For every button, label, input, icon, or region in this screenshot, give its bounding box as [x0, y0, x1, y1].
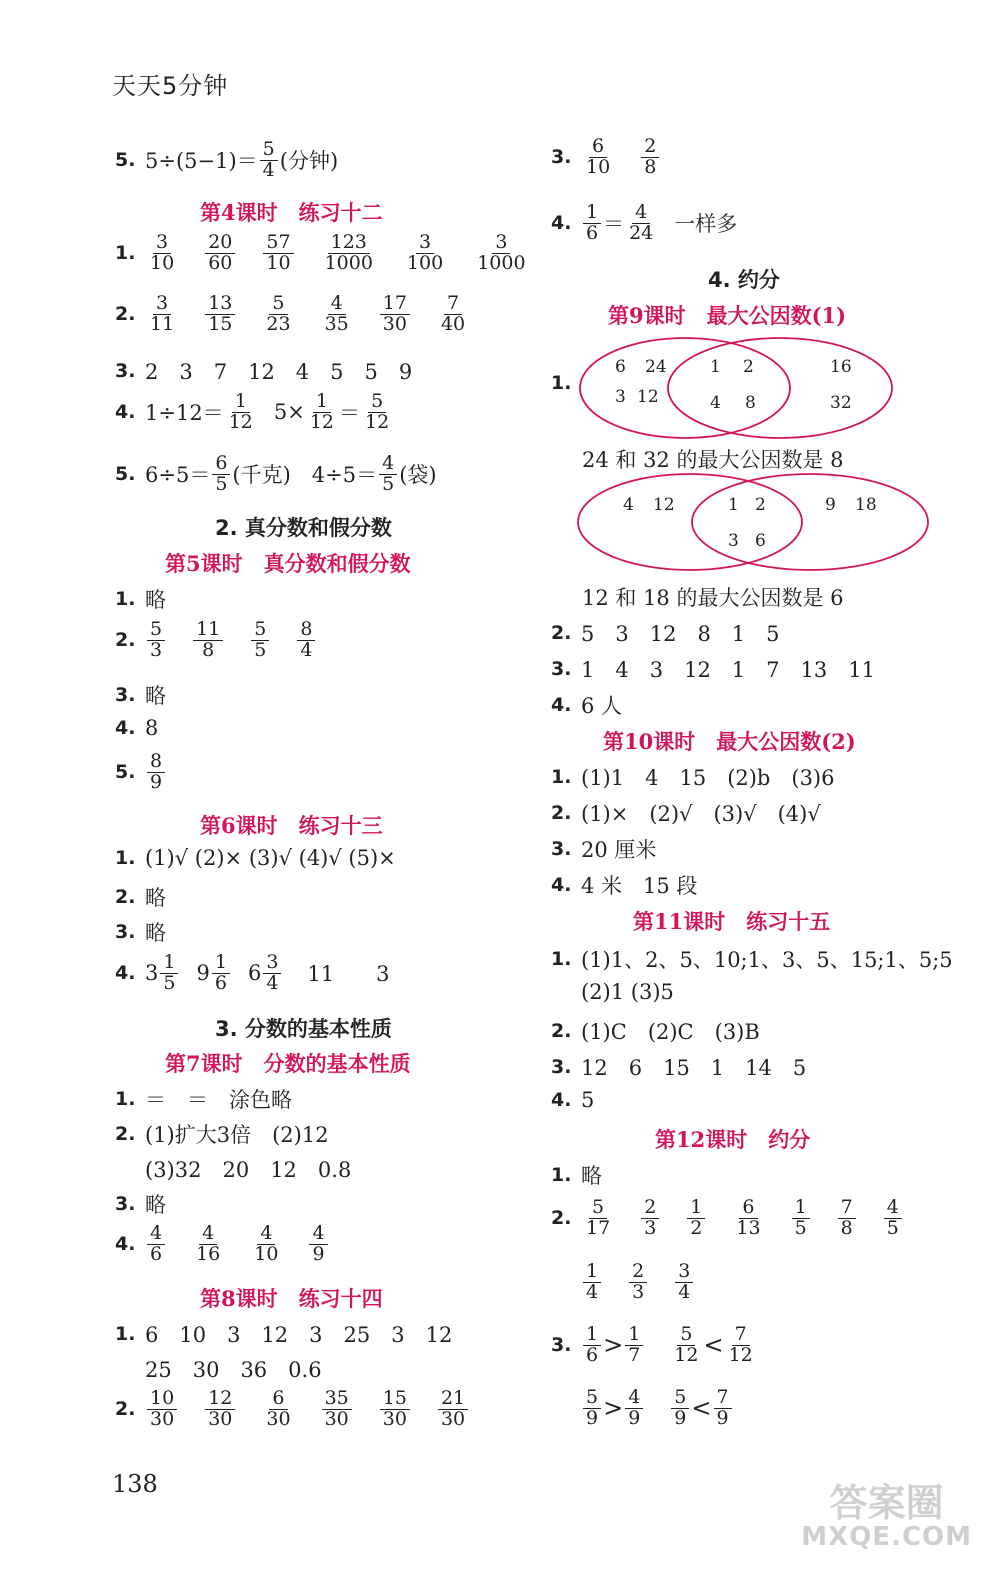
venn-left-number: 24: [645, 357, 667, 377]
expression-text: 5×: [273, 400, 305, 425]
item-number: 3.: [551, 658, 572, 680]
answer-line: [115, 454, 437, 495]
expression-text: 5÷(5−1)＝: [145, 149, 258, 174]
item-number: 4.: [551, 1089, 572, 1111]
item-number: 3.: [551, 1056, 572, 1078]
compare-sign: <: [703, 1331, 724, 1360]
item-number: 2.: [115, 1398, 136, 1421]
item-number: 2.: [115, 629, 136, 652]
answer-line: [115, 1189, 166, 1219]
answer-line: [115, 882, 166, 912]
fraction: $\frac{4}{9}$: [309, 1224, 327, 1265]
fraction: $\frac{5}{17}$: [586, 1196, 611, 1239]
answer-text: (2)1 (3)5: [581, 980, 674, 1004]
fraction: $\frac{4}{5}$: [379, 454, 397, 495]
item-number: 1.: [115, 242, 136, 265]
item-number: 1.: [551, 948, 572, 970]
answer-line: [115, 846, 396, 870]
answer-line: [551, 1088, 594, 1112]
fraction: $\frac{3}{4}$: [675, 1262, 693, 1303]
section-heading: 第4课时 练习十二: [200, 200, 383, 225]
item-number: 2.: [551, 1020, 572, 1042]
venn-common-number: 2: [755, 495, 766, 515]
unit-text: (分钟): [279, 149, 339, 174]
fraction: $\frac{5}{9}$: [583, 1388, 601, 1429]
answer-line: [115, 1084, 292, 1114]
compare-sign: >: [603, 1331, 624, 1360]
answer-line: [581, 980, 674, 1004]
compare-sign: >: [603, 1394, 624, 1423]
venn-right-number: 16: [830, 357, 852, 377]
answer-line: [582, 582, 844, 612]
item-number: 2.: [551, 1207, 572, 1230]
venn-left-number: 4: [623, 495, 634, 515]
answer-line: [551, 137, 685, 178]
answer-text: (1)× (2)√ (3)√ (4)√: [581, 802, 821, 826]
fraction: $\frac{11}{8}$: [193, 620, 223, 661]
item-number: 3.: [115, 360, 136, 382]
item-number: 4.: [115, 962, 136, 985]
fraction: $\frac{12}{30}$: [205, 1389, 235, 1430]
answer-text: 1 4 3 12 1 7 13 11: [581, 658, 875, 682]
fraction: $\frac{4}{16}$: [196, 1222, 221, 1265]
fraction: $\frac{4}{9}$: [625, 1388, 643, 1429]
answer-text: (1)扩大3倍 (2)12: [145, 1123, 329, 1147]
venn-right-number: 9: [825, 495, 836, 515]
item-number: 4.: [551, 694, 572, 716]
equals-sign: ＝: [603, 212, 625, 237]
answer-line: [115, 1119, 329, 1149]
watermark-site: MXQE.COM: [801, 1521, 972, 1552]
fraction: $\frac{4}{6}$: [147, 1224, 165, 1265]
unit-heading: 4. 约分: [708, 268, 780, 292]
fraction: $\frac{2}{3}$: [641, 1198, 659, 1239]
venn-common-number: 8: [745, 393, 756, 413]
fraction: $\frac{7}{40}$: [440, 292, 466, 335]
answer-line: [115, 953, 390, 994]
answer-text: (1)1、2、5、10;1、3、5、15;1、5;5: [581, 948, 953, 972]
item-number: 4.: [551, 212, 572, 235]
venn-left-ellipse: [578, 474, 802, 570]
answer-line: [115, 233, 555, 274]
fraction: $\frac{6}{30}$: [266, 1387, 291, 1430]
answer-text: 24 和 32 的最大公因数是 8: [582, 448, 844, 472]
answer-text: 一样多: [674, 212, 738, 237]
answer-line: [115, 1224, 354, 1265]
section-heading: 第9课时 最大公因数(1): [608, 303, 847, 328]
fraction: $\frac{7}{9}$: [714, 1388, 732, 1429]
item-number: 4.: [551, 874, 572, 896]
item-number: 4.: [115, 717, 136, 739]
book-title-header: 天天5分钟: [112, 72, 229, 100]
item-number: 1.: [115, 847, 136, 869]
venn-right-ellipse: [668, 338, 892, 438]
venn-right-number: 32: [830, 393, 852, 413]
section-heading: 第5课时 真分数和假分数: [165, 551, 411, 576]
unit-heading: 2. 真分数和假分数: [215, 516, 392, 540]
item-number: 4.: [115, 1233, 136, 1256]
expression-text: (袋): [399, 463, 437, 488]
section-heading: 第7课时 分数的基本性质: [165, 1051, 411, 1076]
answer-line: [551, 1052, 806, 1082]
item-number: 3.: [115, 1193, 136, 1215]
item-number: 2.: [115, 1123, 136, 1145]
answer-line: [551, 1325, 758, 1366]
answer-text: (1)√ (2)× (3)√ (4)√ (5)×: [145, 846, 396, 870]
answer-line: [115, 294, 494, 335]
fraction: $\frac{3}{4}$: [263, 953, 281, 994]
venn-left-ellipse: [580, 338, 790, 438]
answer-line: [581, 1262, 719, 1303]
fraction: $\frac{5}{5}$: [251, 620, 269, 661]
item-number: 3.: [551, 146, 572, 169]
item-number: 5.: [115, 149, 136, 172]
fraction: $\frac{2}{8}$: [641, 137, 659, 178]
answer-text: (3)32 20 12 0.8: [145, 1158, 352, 1182]
answer-text: 25 30 36 0.6: [145, 1358, 322, 1382]
fraction: $\frac{21}{30}$: [438, 1389, 468, 1430]
answer-line: [115, 584, 166, 614]
fraction: $\frac{5}{12}$: [674, 1323, 699, 1366]
answer-text: 2 3 7 12 4 5 5 9: [145, 360, 413, 384]
answer-text: 6 人: [581, 694, 623, 718]
venn-common-number: 2: [743, 357, 754, 377]
answer-text: 12 6 15 1 14 5: [581, 1056, 807, 1080]
answer-line: [145, 1354, 322, 1384]
item-number: 2.: [115, 886, 136, 908]
answer-line: [581, 1388, 734, 1429]
watermark-logo: [801, 1480, 972, 1552]
answer-text: 略: [145, 921, 166, 945]
item-number: 5.: [115, 761, 136, 784]
answer-line: [115, 620, 341, 661]
venn-common-number: 3: [728, 531, 739, 551]
fraction: $\frac{10}{30}$: [147, 1389, 177, 1430]
answer-line: [115, 1319, 452, 1349]
answer-line: [551, 762, 835, 792]
fraction: $\frac{5}{9}$: [671, 1388, 689, 1429]
section-heading: 第8课时 练习十四: [200, 1286, 383, 1311]
page-number: 138: [112, 1470, 158, 1498]
section-heading: 第11课时 练习十五: [633, 909, 831, 934]
answer-line: [115, 917, 166, 947]
fraction: $\frac{1}{6}$: [212, 953, 230, 994]
fraction: $\frac{57}{10}$: [263, 233, 293, 274]
fraction: $\frac{1}{5}$: [792, 1198, 810, 1239]
answer-text: ＝ ＝ 涂色略: [145, 1088, 292, 1112]
fraction: $\frac{123}{1000}$: [324, 231, 373, 274]
fraction: $\frac{6}{10}$: [586, 135, 611, 178]
unit-heading: 3. 分数的基本性质: [215, 1017, 392, 1041]
venn-left-number: 3: [615, 387, 626, 407]
watermark-title: 答案圈: [829, 1480, 944, 1525]
answer-text: 略: [145, 588, 166, 612]
fraction: $\frac{4}{35}$: [324, 292, 349, 335]
fraction: $\frac{5}{4}$: [260, 140, 278, 181]
item-number: 1.: [551, 1164, 572, 1186]
answer-text: 11 3: [307, 962, 390, 987]
section-heading: 第10课时 最大公因数(2): [603, 729, 856, 754]
item-number: 3.: [115, 921, 136, 943]
venn-right-number: 18: [855, 495, 877, 515]
item-number: 2.: [551, 622, 572, 644]
answer-text: 略: [581, 1164, 602, 1188]
answer-line: [551, 870, 697, 900]
whole-part: 3: [145, 961, 159, 986]
venn-diagram-24-32: [575, 332, 900, 444]
fraction: $\frac{3}{11}$: [150, 292, 175, 335]
fraction: $\frac{3}{100}$: [406, 231, 444, 274]
answer-text: 5 3 12 8 1 5: [581, 622, 780, 646]
expression-text: (千克) 4÷5＝: [232, 463, 378, 488]
item-number: 2.: [115, 303, 136, 326]
fraction: $\frac{17}{30}$: [380, 294, 410, 335]
fraction: $\frac{20}{60}$: [205, 233, 235, 274]
fraction: $\frac{4}{5}$: [884, 1198, 902, 1239]
fraction: $\frac{1}{4}$: [583, 1262, 601, 1303]
fraction: $\frac{5}{12}$: [365, 390, 390, 433]
answer-text: 12 和 18 的最大公因数是 6: [582, 586, 844, 610]
answer-text: (1)C (2)C (3)B: [581, 1020, 760, 1044]
answer-line: [115, 140, 338, 181]
fraction: $\frac{1}{12}$: [228, 390, 253, 433]
item-number: 3.: [115, 684, 136, 706]
item-number: 4.: [115, 401, 136, 424]
answer-line: [115, 356, 412, 386]
fraction: $\frac{13}{15}$: [205, 294, 235, 335]
fraction: $\frac{7}{8}$: [838, 1198, 856, 1239]
venn-right-ellipse: [692, 474, 928, 570]
answer-line: [115, 392, 394, 433]
answer-line: [115, 1389, 494, 1430]
expression-text: 1÷12＝: [145, 401, 224, 426]
answer-text: 4 米 15 段: [581, 874, 698, 898]
fraction: $\frac{5}{23}$: [266, 292, 291, 335]
expression-text: 6÷5＝: [145, 463, 211, 488]
venn-common-number: 4: [710, 393, 721, 413]
item-number: 1.: [551, 766, 572, 788]
whole-part: 6: [247, 961, 262, 986]
answer-text: 略: [145, 684, 166, 708]
fraction: $\frac{4}{24}$: [629, 201, 654, 244]
item-number: 5.: [115, 463, 136, 486]
fraction: $\frac{5}{3}$: [147, 620, 165, 661]
whole-part: 9: [196, 961, 210, 986]
answer-text: 6 10 3 12 3 25 3 12: [145, 1323, 453, 1347]
answer-line: [115, 752, 167, 793]
answer-line: [551, 798, 821, 828]
venn-diagram-12-18: [575, 470, 935, 582]
section-heading: 第12课时 约分: [655, 1127, 811, 1152]
item-number: 1.: [115, 1088, 136, 1110]
venn-left-number: 12: [653, 495, 675, 515]
compare-sign: <: [691, 1394, 712, 1423]
answer-line: [551, 834, 656, 864]
fraction: $\frac{4}{10}$: [254, 1222, 279, 1265]
answer-line: [551, 690, 622, 720]
answer-line: [551, 1160, 602, 1190]
item-number: 1.: [115, 1323, 136, 1345]
section-heading: 第6课时 练习十三: [200, 813, 383, 838]
fraction: $\frac{3}{10}$: [150, 231, 175, 274]
fraction: $\frac{2}{3}$: [629, 1262, 647, 1303]
fraction: $\frac{1}{7}$: [625, 1325, 643, 1366]
venn-common-number: 6: [755, 531, 766, 551]
item-number: 2.: [551, 802, 572, 824]
fraction: $\frac{15}{30}$: [380, 1389, 410, 1430]
answer-text: (1)1 4 15 (2)b (3)6: [581, 766, 835, 790]
venn-common-number: 1: [728, 495, 739, 515]
answer-line: [551, 203, 737, 244]
item-number: 1.: [115, 588, 136, 610]
fraction: $\frac{35}{30}$: [322, 1389, 352, 1430]
fraction: $\frac{8}{9}$: [147, 752, 165, 793]
fraction: $\frac{1}{6}$: [583, 1325, 601, 1366]
answer-line: [551, 944, 953, 974]
answer-line: [115, 716, 158, 740]
answer-line: [115, 680, 166, 710]
item-number: 3.: [551, 1334, 572, 1357]
fraction: $\frac{1}{6}$: [583, 203, 601, 244]
fraction: $\frac{3}{1000}$: [477, 231, 526, 274]
venn-left-number: 12: [637, 387, 659, 407]
fraction: $\frac{7}{12}$: [728, 1323, 753, 1366]
fraction: $\frac{6}{13}$: [736, 1196, 761, 1239]
answer-line: [551, 1198, 928, 1239]
fraction: $\frac{8}{4}$: [297, 620, 315, 661]
answer-line: [551, 654, 875, 684]
answer-line: [551, 1016, 760, 1046]
answer-text: 略: [145, 886, 166, 910]
answer-line: [145, 1154, 351, 1184]
fraction: $\frac{1}{2}$: [687, 1198, 705, 1239]
item-number: 3.: [551, 838, 572, 860]
item-number: 1.: [551, 372, 572, 394]
venn-left-number: 6: [615, 357, 626, 377]
answer-text: 20 厘米: [581, 838, 657, 862]
answer-line: [551, 618, 780, 648]
fraction: $\frac{1}{12}$: [309, 390, 335, 433]
answer-text: 略: [145, 1193, 166, 1217]
fraction: $\frac{6}{5}$: [212, 454, 230, 495]
expression-text: ＝: [339, 401, 361, 426]
answer-text: 5: [581, 1088, 595, 1112]
venn-common-number: 1: [710, 357, 721, 377]
answer-text: 8: [145, 716, 159, 740]
fraction: $\frac{1}{5}$: [160, 953, 178, 994]
